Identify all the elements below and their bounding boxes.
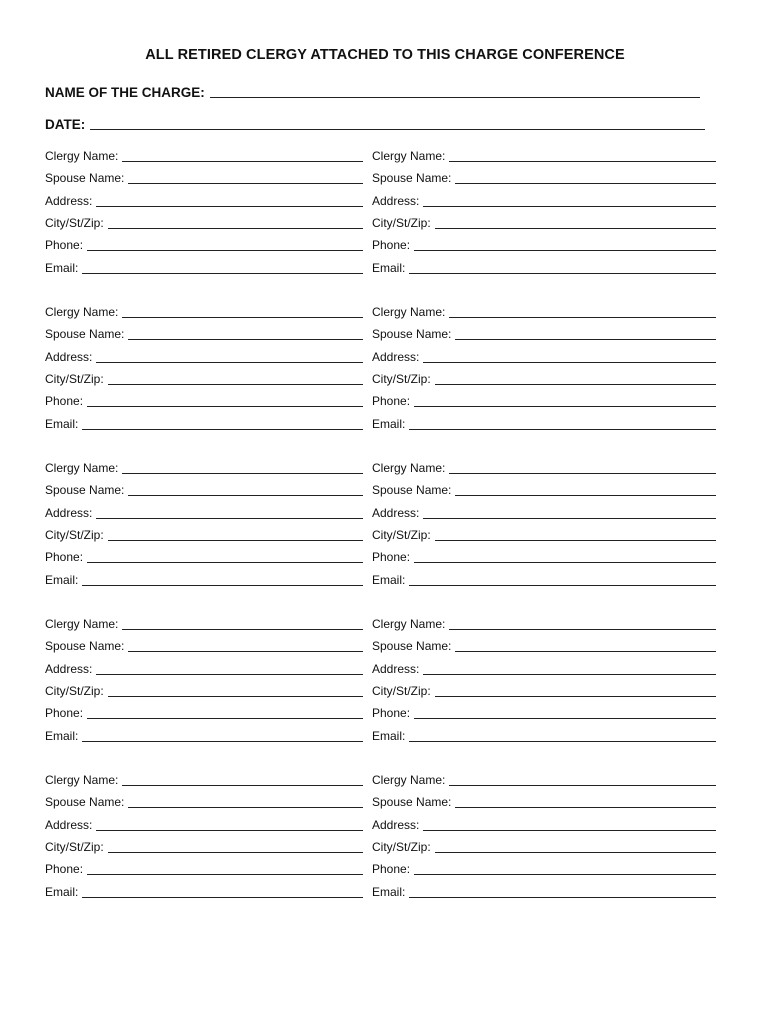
city-st-zip-label: City/St/Zip: [372,527,431,542]
email-label: Email: [372,416,406,431]
entry-5-left-address-row [45,816,363,832]
entry-1-left-spouse-name-row [45,169,363,185]
entry-5-left-phone-row [45,860,363,876]
city-st-zip-label: City/St/Zip: [372,215,431,230]
spouse-name-label: Spouse Name: [45,171,125,186]
entry-5-left-spouse-name-row [45,793,363,809]
clergy-name-field[interactable] [449,317,716,318]
phone-label: Phone: [45,862,84,877]
clergy-name-label: Clergy Name: [45,773,119,787]
charge-name-field[interactable] [210,96,700,98]
phone-field[interactable] [414,874,716,875]
phone-field[interactable] [414,718,716,719]
entry-2-left-email-row [45,415,363,431]
city-st-zip-label: City/St/Zip: [45,527,104,542]
city-st-zip-label: City/St/Zip: [45,683,104,698]
spouse-name-field[interactable] [128,651,363,652]
entry-2-right-clergy-name-row [372,303,716,319]
email-field[interactable] [409,585,716,586]
email-field[interactable] [82,273,363,274]
clergy-name-label: Clergy Name: [372,305,446,319]
city-st-zip-label: City/St/Zip: [372,839,431,854]
entry-1-left-phone-row [45,236,363,252]
entry-3-left-address-row [45,504,363,520]
phone-field[interactable] [87,406,363,407]
charge-name-label: NAME OF THE CHARGE: [45,85,205,100]
spouse-name-label: Spouse Name: [372,327,452,342]
spouse-name-label: Spouse Name: [45,795,125,810]
charge-name-row [45,82,700,100]
spouse-name-field[interactable] [455,183,716,184]
clergy-name-label: Clergy Name: [45,149,119,163]
spouse-name-field[interactable] [455,495,716,496]
phone-label: Phone: [372,394,411,409]
entry-5-right-city-st-zip-row [372,838,716,854]
entry-2-right-spouse-name-row [372,325,716,341]
spouse-name-field[interactable] [128,807,363,808]
entry-3-left-phone-row [45,548,363,564]
email-label: Email: [45,572,79,587]
email-field[interactable] [82,741,363,742]
entry-4-right-email-row [372,727,716,743]
clergy-name-label: Clergy Name: [372,461,446,475]
entry-1-left-city-st-zip-row [45,214,363,230]
entry-3-right-email-row [372,571,716,587]
entry-5-right-spouse-name-row [372,793,716,809]
entry-4-left-phone-row [45,704,363,720]
email-label: Email: [372,884,406,899]
entry-5-right-address-row [372,816,716,832]
spouse-name-field[interactable] [128,495,363,496]
spouse-name-field[interactable] [128,183,363,184]
entry-2-left-address-row [45,348,363,364]
spouse-name-label: Spouse Name: [372,171,452,186]
address-field[interactable] [423,206,716,207]
address-label: Address: [45,817,93,832]
date-row [45,114,705,132]
entry-3-right-spouse-name-row [372,481,716,497]
city-st-zip-field[interactable] [435,696,716,697]
email-label: Email: [45,416,79,431]
address-field[interactable] [96,674,363,675]
entry-3-right-clergy-name-row [372,459,716,475]
city-st-zip-label: City/St/Zip: [372,683,431,698]
email-field[interactable] [82,897,363,898]
entry-1-left-address-row [45,192,363,208]
clergy-name-label: Clergy Name: [45,461,119,475]
entry-4-left-email-row [45,727,363,743]
entry-2-left-city-st-zip-row [45,370,363,386]
entry-3-left-spouse-name-row [45,481,363,497]
phone-label: Phone: [45,550,84,565]
phone-label: Phone: [45,706,84,721]
entry-3-right-city-st-zip-row [372,526,716,542]
clergy-name-field[interactable] [122,629,363,630]
address-field[interactable] [423,518,716,519]
email-label: Email: [372,260,406,275]
clergy-name-field[interactable] [449,473,716,474]
entry-4-left-spouse-name-row [45,637,363,653]
entry-4-left-clergy-name-row [45,615,363,631]
entry-5-left-clergy-name-row [45,771,363,787]
clergy-name-field[interactable] [122,785,363,786]
address-field[interactable] [96,830,363,831]
address-field[interactable] [96,362,363,363]
city-st-zip-label: City/St/Zip: [45,839,104,854]
spouse-name-field[interactable] [455,807,716,808]
address-label: Address: [372,349,420,364]
spouse-name-field[interactable] [455,651,716,652]
email-label: Email: [45,260,79,275]
date-field[interactable] [90,128,705,130]
address-label: Address: [372,661,420,676]
entry-3-right-phone-row [372,548,716,564]
entry-2-left-clergy-name-row [45,303,363,319]
entry-2-right-email-row [372,415,716,431]
email-label: Email: [45,884,79,899]
email-field[interactable] [82,429,363,430]
city-st-zip-field[interactable] [108,540,363,541]
phone-field[interactable] [87,718,363,719]
address-label: Address: [45,349,93,364]
city-st-zip-field[interactable] [435,384,716,385]
entry-1-right-spouse-name-row [372,169,716,185]
address-field[interactable] [423,674,716,675]
phone-field[interactable] [414,250,716,251]
clergy-name-label: Clergy Name: [372,617,446,631]
entry-3-left-city-st-zip-row [45,526,363,542]
phone-field[interactable] [87,250,363,251]
entry-4-right-address-row [372,660,716,676]
email-field[interactable] [409,897,716,898]
entry-2-left-phone-row [45,392,363,408]
city-st-zip-field[interactable] [435,852,716,853]
entry-5-left-city-st-zip-row [45,838,363,854]
address-field[interactable] [96,518,363,519]
city-st-zip-label: City/St/Zip: [45,371,104,386]
phone-label: Phone: [45,238,84,253]
city-st-zip-field[interactable] [108,852,363,853]
entry-3-left-email-row [45,571,363,587]
address-field[interactable] [423,362,716,363]
email-field[interactable] [409,273,716,274]
entry-5-right-email-row [372,883,716,899]
phone-field[interactable] [87,562,363,563]
address-label: Address: [45,661,93,676]
entry-4-right-spouse-name-row [372,637,716,653]
address-label: Address: [45,505,93,520]
city-st-zip-label: City/St/Zip: [45,215,104,230]
email-field[interactable] [409,741,716,742]
address-field[interactable] [423,830,716,831]
phone-field[interactable] [414,562,716,563]
email-label: Email: [45,728,79,743]
clergy-name-label: Clergy Name: [372,773,446,787]
email-label: Email: [372,728,406,743]
spouse-name-label: Spouse Name: [372,639,452,654]
city-st-zip-field[interactable] [108,696,363,697]
phone-field[interactable] [87,874,363,875]
address-label: Address: [372,193,420,208]
entry-1-left-clergy-name-row [45,147,363,163]
entry-1-left-email-row [45,259,363,275]
city-st-zip-field[interactable] [435,540,716,541]
entry-4-right-clergy-name-row [372,615,716,631]
email-field[interactable] [409,429,716,430]
city-st-zip-field[interactable] [435,228,716,229]
phone-label: Phone: [372,706,411,721]
entry-3-right-address-row [372,504,716,520]
phone-label: Phone: [45,394,84,409]
phone-label: Phone: [372,550,411,565]
phone-label: Phone: [372,238,411,253]
address-label: Address: [372,817,420,832]
clergy-name-field[interactable] [449,629,716,630]
entry-1-right-city-st-zip-row [372,214,716,230]
entry-5-right-clergy-name-row [372,771,716,787]
email-label: Email: [372,572,406,587]
entry-4-right-city-st-zip-row [372,682,716,698]
city-st-zip-field[interactable] [108,228,363,229]
entry-2-right-city-st-zip-row [372,370,716,386]
phone-label: Phone: [372,862,411,877]
spouse-name-label: Spouse Name: [45,639,125,654]
entry-3-left-clergy-name-row [45,459,363,475]
email-field[interactable] [82,585,363,586]
spouse-name-field[interactable] [455,339,716,340]
entry-4-left-city-st-zip-row [45,682,363,698]
address-label: Address: [372,505,420,520]
address-field[interactable] [96,206,363,207]
clergy-name-label: Clergy Name: [45,305,119,319]
clergy-name-label: Clergy Name: [45,617,119,631]
date-label: DATE: [45,117,86,132]
spouse-name-label: Spouse Name: [372,795,452,810]
entry-1-right-address-row [372,192,716,208]
entry-2-left-spouse-name-row [45,325,363,341]
spouse-name-label: Spouse Name: [45,327,125,342]
entry-1-right-phone-row [372,236,716,252]
entry-1-right-email-row [372,259,716,275]
clergy-name-field[interactable] [122,161,363,162]
entry-2-right-address-row [372,348,716,364]
entry-4-left-address-row [45,660,363,676]
phone-field[interactable] [414,406,716,407]
spouse-name-label: Spouse Name: [372,483,452,498]
city-st-zip-label: City/St/Zip: [372,371,431,386]
entry-2-right-phone-row [372,392,716,408]
clergy-name-field[interactable] [449,161,716,162]
form-title: ALL RETIRED CLERGY ATTACHED TO THIS CHARGE CONFERENCE [145,47,625,63]
address-label: Address: [45,193,93,208]
entry-4-right-phone-row [372,704,716,720]
clergy-name-label: Clergy Name: [372,149,446,163]
city-st-zip-field[interactable] [108,384,363,385]
spouse-name-field[interactable] [128,339,363,340]
clergy-name-field[interactable] [449,785,716,786]
entry-5-right-phone-row [372,860,716,876]
clergy-name-field[interactable] [122,317,363,318]
spouse-name-label: Spouse Name: [45,483,125,498]
entry-1-right-clergy-name-row [372,147,716,163]
entry-5-left-email-row [45,883,363,899]
clergy-name-field[interactable] [122,473,363,474]
